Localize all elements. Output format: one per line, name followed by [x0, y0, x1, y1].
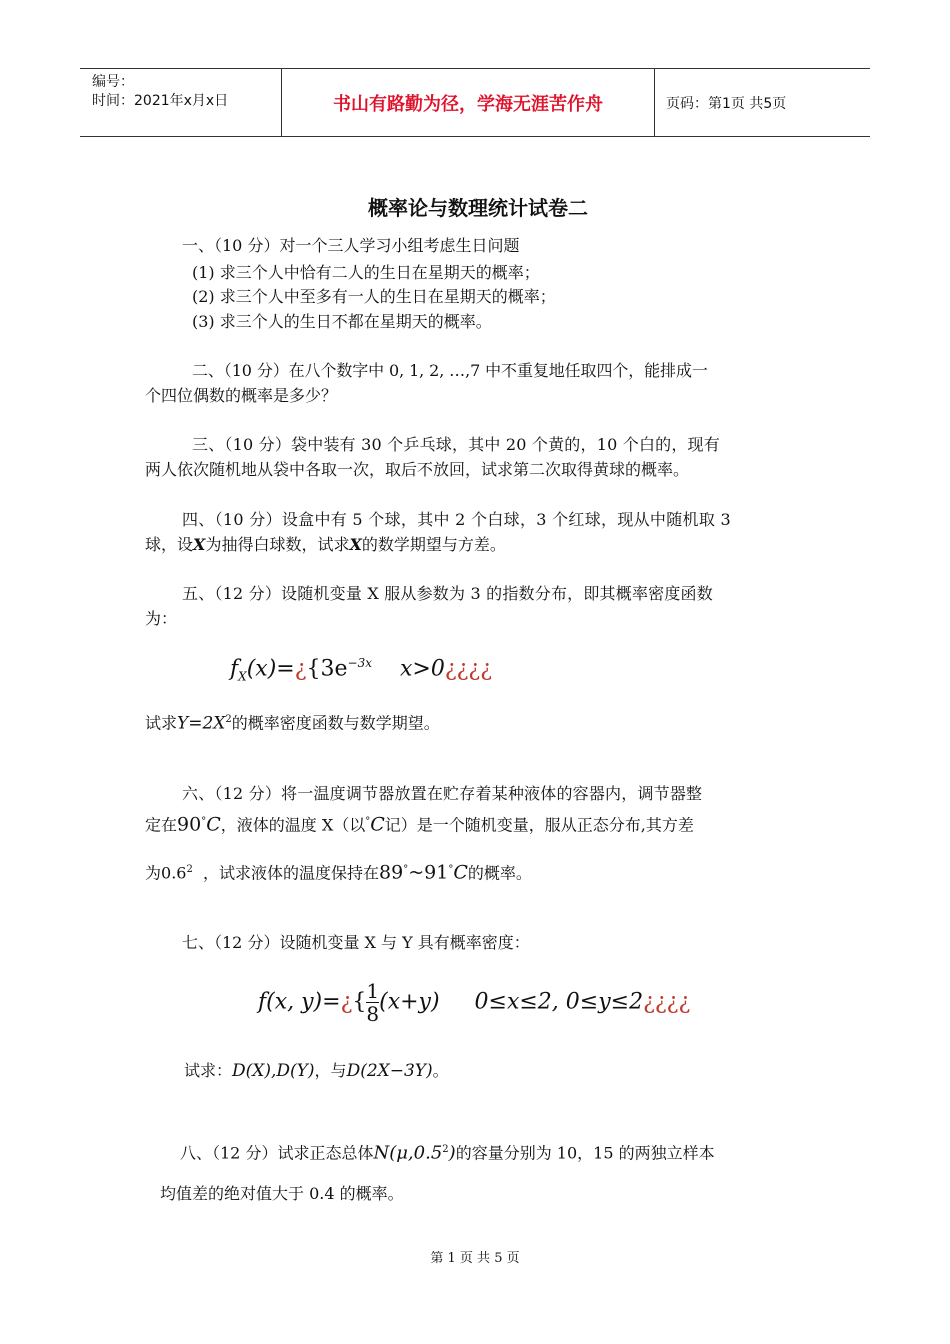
question-6-line-2: 定在90°C，液体的温度 X（以°C记）是一个随机变量，服从正态分布,其方差 — [145, 813, 694, 836]
question-5-line-1: 五、（12 分）设随机变量 X 服从参数为 3 的指数分布，即其概率密度函数 — [182, 584, 713, 603]
fraction-denominator: 8 — [366, 1002, 380, 1026]
question-2-line-1: 二、（10 分）在八个数字中 0, 1, 2, …,7 中不重复地任取四个，能排成一 — [192, 361, 708, 380]
question-5-line-3: 试求$Y=2X^2$的概率密度函数与数学期望。 — [145, 713, 440, 734]
question-7-ask: 试求：D(X),D(Y)，与D(2X−3Y)。 — [184, 1061, 449, 1081]
variable-x: X — [193, 535, 206, 554]
header-meta — [80, 69, 282, 136]
question-7-density-formula: f(x, y)=¿{ $\frac{1}{8}$ (x+y) 0≤x≤2, 0≤y≤2¿¿¿¿ — [258, 979, 691, 1026]
question-4-line-1: 四、（10 分）设盒中有 5 个球，其中 2 个白球，3 个红球，现从中随机取 3 — [182, 510, 731, 529]
page-footer: 第 1 页 共 5 页 — [430, 1251, 520, 1266]
variable-x: X — [349, 535, 362, 554]
number-label: 编号： — [92, 74, 134, 90]
header-motto: 书山有路勤为径，学海无涯苦作舟 — [282, 69, 655, 136]
question-1-stem: 一、（10 分）对一个三人学习小组考虑生日问题 — [182, 236, 520, 255]
question-6-line-3: 为$0.6^2$ ，试求液体的温度保持在89°~91°C的概率。 — [145, 861, 532, 884]
question-3-line-2: 两人依次随机地从袋中各取一次，取后不放回，试求第二次取得黄球的概率。 — [145, 460, 690, 479]
fraction-numerator: 1 — [366, 979, 380, 1003]
header-page-info: 页码：第1页 共5页 — [666, 95, 787, 112]
document-header — [80, 68, 870, 137]
question-3-line-1: 三、（10 分）袋中装有 30 个乒乓球，其中 20 个黄的，10 个白的，现有 — [192, 435, 720, 454]
question-6-line-1: 六、（12 分）将一温度调节器放置在贮存着某种液体的容器内，调节器整 — [182, 784, 703, 803]
page-title: 概率论与数理统计试卷二 — [368, 196, 588, 220]
time-label: 时间：2021年x月x日 — [92, 93, 229, 109]
question-1-part-3: (3) 求三个人的生日不都在星期天的概率。 — [192, 312, 492, 331]
question-8-line-2: 均值差的绝对值大于 0.4 的概率。 — [160, 1184, 404, 1203]
question-4-line-2: 球，设X为抽得白球数，试求X的数学期望与方差。 — [145, 535, 506, 554]
question-1-part-2: (2) 求三个人中至多有一人的生日在星期天的概率； — [192, 287, 556, 306]
question-2-line-2: 个四位偶数的概率是多少？ — [145, 386, 338, 405]
question-5-line-2: 为： — [145, 609, 178, 628]
question-8-line-1: 八、（12 分）试求正态总体N(μ,0.5$^2$)的容量分别为 10，15 的两独立样本 — [180, 1142, 715, 1164]
question-1-part-1: (1) 求三个人中恰有二人的生日在星期天的概率； — [192, 263, 540, 282]
question-5-density-formula: $f_X(x)=¿\{3e^{-3x}$ x>0¿¿¿¿ — [230, 656, 493, 684]
question-7-line-1: 七、（12 分）设随机变量 X 与 Y 具有概率密度： — [182, 933, 530, 952]
